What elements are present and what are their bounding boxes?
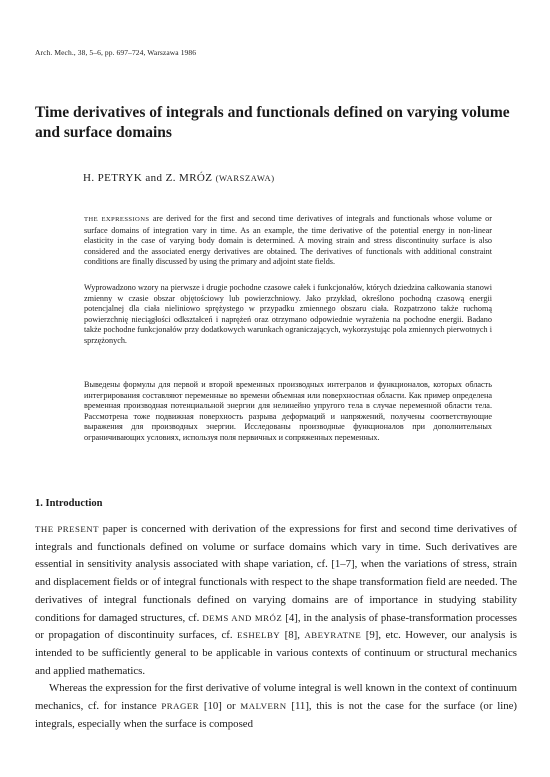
citation-prager: PRAGER — [161, 701, 200, 712]
abstract-russian: Выведены формулы для первой и второй временных производных интегралов и функционалов, которых область интегрирования составляют переменные во времени объемная или поверхностная области. Как пример определена временная производная потенциальной энергии для нелинейно упругого тела в случае переменной области тела. Рассмотрена тоже подвижная поверхность разрыва деформаций и напряжений, получены соответствующие выражения для производных энергии. Исследованы производные функционалов при дополнительных ограничивающих условиях, используя поля первичных и сопряженных переменных. — [84, 380, 492, 442]
citation-abeyratne: ABEYRATNE — [304, 630, 362, 641]
citation-malvern: MALVERN — [240, 701, 287, 712]
paragraph-2 — [35, 680, 517, 733]
citation-dems-mroz: DEMS AND MRÓZ — [202, 612, 283, 623]
paragraph-1-text-d: [9], etc. However, our analysis is intended to be sufficiently general to be applicable in various contexts of continuum or structural mechanics and applied mathematics. — [35, 629, 518, 677]
author-names: H. PETRYK and Z. MRÓZ — [83, 172, 213, 184]
section-heading: 1. Introduction — [35, 498, 103, 509]
abstract-english-text: are derived for the first and second time derivatives of integrals and functionals whose volume or surface domains of integration vary in time. As an example, the time derivative of the potential energy in non-linear elasticity in the case of varying body domain is determined. A moving strain and stress discontinuity surface is also considered and the associated energy derivatives are obtained. The derivatives of functionals with additional constraint conditions are finally discussed by using the primary and adjoint state fields. — [84, 214, 492, 266]
citation-eshelby: ESHELBY — [237, 630, 281, 641]
paragraph-1-text-a: paper is concerned with derivation of the expressions for first and second time derivatives of integrals and functionals defined on volume or surface domains which vary in time. Such derivatives are essential in sensitivity analysis associated with shape variation, cf. [1–7], when the variations of stress, strain and displacement fields or of integral functionals with respect to the shape transformation field are needed. The derivatives of integral functionals defined on varying domains are of importance in studying stability conditions for damaged structures, cf. — [35, 523, 517, 624]
author-affiliation: (WARSZAWA) — [215, 173, 275, 183]
body-text — [35, 521, 517, 733]
paragraph-1 — [35, 521, 517, 680]
paragraph-2-text-c: [11], this is not the case for the surface (or line) integrals, especially when the surface is composed — [35, 700, 517, 730]
paragraph-lead-smallcaps: THE PRESENT — [35, 524, 99, 534]
abstract-polish: Wyprowadzono wzory na pierwsze i drugie pochodne czasowe całek i funkcjonałów, których dziedzina całkowania stanowi zmienny w czasie obszar objętościowy lub powierzchniowy. Jako przykład, określono pochodną czasową energii potencjalnej dla ciała nieliniowo sprężystego w przypadku zmiennego obszaru ciała. Rozpatrzono także ruchomą powierzchnię nieciągłości odkształceń i naprężeń oraz otrzymano odpowiednie wyrażenia na pochodne energii. Badano także pochodne funkcjonałów przy dodatkowych warunkach ograniczających, wykorzystując pola zmiennych pierwotnych i sprzężonych. — [84, 283, 492, 345]
journal-header: Arch. Mech., 38, 5–6, pp. 697–724, Warszawa 1986 — [35, 48, 197, 57]
paper-title: Time derivatives of integrals and functionals defined on varying volume and surface domains — [35, 104, 510, 141]
authors-line — [83, 172, 275, 184]
paragraph-1-text-b: [4], in the analysis of phase-transformation processes or propagation of discontinuity surfaces, cf. — [35, 611, 518, 642]
paragraph-1-text-c: [8], — [280, 629, 305, 642]
paragraph-2-text-b: [10] or — [199, 700, 241, 713]
abstract-english — [84, 214, 492, 268]
abstract-lead-smallcaps: THE EXPRESSIONS — [84, 216, 150, 223]
paragraph-2-text-a: Whereas the expression for the first derivative of volume integral is well known in the context of continuum mechanics, cf. for instance — [35, 682, 517, 713]
